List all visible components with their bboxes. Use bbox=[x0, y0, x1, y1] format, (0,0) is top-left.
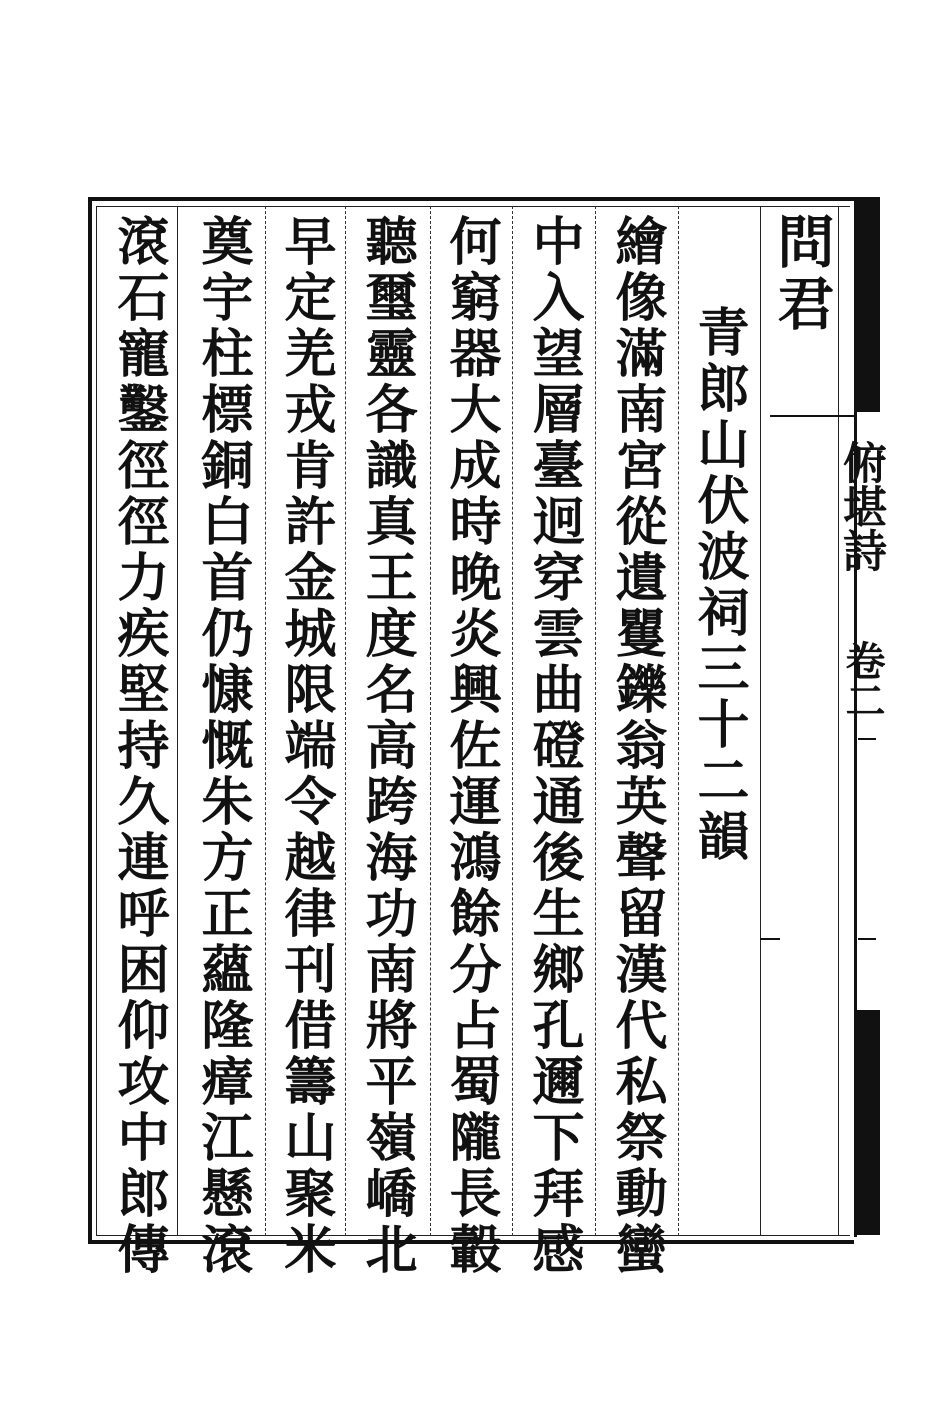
fore-edge-title: 俯堪詩 bbox=[835, 440, 886, 572]
text-column-4: 中入望層臺迥穿雲曲磴通後生鄉孔邇下拜感 bbox=[523, 214, 584, 1278]
text-column-2: 青郎山伏波祠三十二韻 bbox=[688, 305, 749, 865]
text-column-7: 早定羌戎肯許金城限端令越律刊借籌山聚米 bbox=[275, 214, 336, 1278]
rule-tick bbox=[858, 938, 876, 940]
column-rule bbox=[345, 206, 346, 1236]
column-rule bbox=[760, 206, 761, 1236]
fore-edge-band-top bbox=[854, 197, 880, 412]
rule-tick bbox=[760, 938, 780, 940]
column-rule bbox=[512, 206, 513, 1236]
fore-edge-band-bottom bbox=[854, 1010, 880, 1235]
column-rule bbox=[430, 206, 431, 1236]
text-column-8: 奠宇柱標銅白首仍慷慨朱方正蘊隆瘴江懸滾 bbox=[192, 214, 253, 1278]
column-rule bbox=[595, 206, 596, 1236]
text-column-6: 聽璽靈各識真王度名高跨海功南將平嶺嶠北 bbox=[356, 214, 417, 1278]
column-rule bbox=[177, 206, 178, 1236]
text-column-1: 問君 bbox=[768, 212, 835, 336]
fore-edge-volume-mark: 卷二 bbox=[839, 640, 886, 720]
column-rule bbox=[678, 206, 679, 1236]
text-column-3: 繪像滿南宮從遺矍鑠翁英聲留漢代私祭動蠻 bbox=[606, 214, 667, 1278]
column-rule bbox=[265, 206, 266, 1236]
rule-tick bbox=[858, 738, 876, 740]
text-column-9: 滾石寵鑿徑徑力疾堅持久連呼困仰攻中郎傳 bbox=[108, 214, 169, 1278]
fore-edge-rule bbox=[770, 415, 854, 417]
column-rule bbox=[838, 206, 839, 1236]
text-column-5: 何窮器大成時晚炎興佐運鴻餘分占蜀隴長轂 bbox=[440, 214, 501, 1278]
